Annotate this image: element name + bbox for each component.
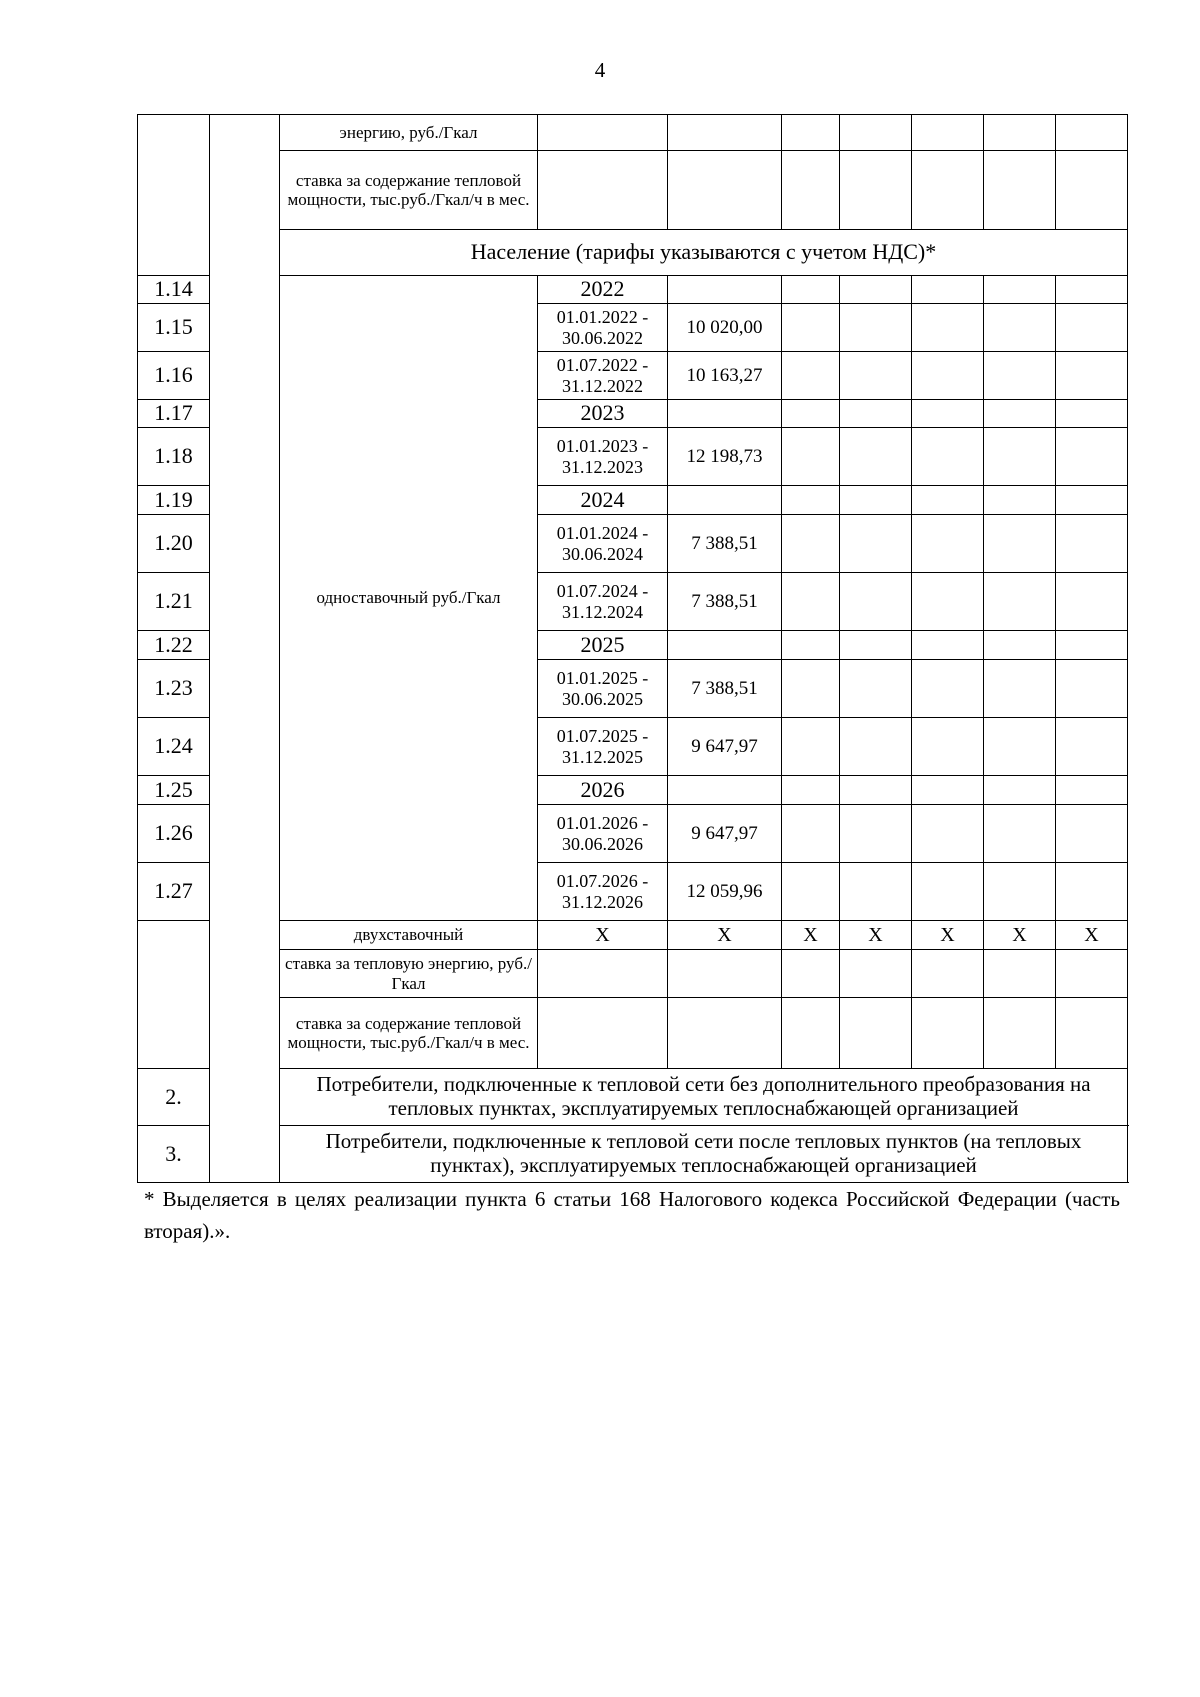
period-cell: 01.01.2023 - 31.12.2023 — [538, 428, 668, 486]
year-label: 2025 — [538, 631, 668, 660]
x-mark: Х — [538, 921, 668, 950]
row-label: энергию, руб./Гкал — [280, 115, 538, 151]
consumer-description: Потребители, подключенные к тепловой сети после тепловых пунктов (на тепловых пунктах), эксплуатируемых теплоснабжающей организацией — [280, 1126, 1128, 1183]
empty-cell — [138, 115, 210, 276]
tariff-value: 10 020,00 — [668, 304, 782, 352]
row-number: 1.25 — [138, 776, 210, 805]
tariff-value: 9 647,97 — [668, 718, 782, 776]
capacity-rate-label: ставка за содержание тепловой мощности, тыс.руб./Гкал/ч в мес. — [280, 998, 538, 1069]
period-cell: 01.07.2024 - 31.12.2024 — [538, 573, 668, 631]
row-number: 1.23 — [138, 660, 210, 718]
period-cell: 01.07.2025 - 31.12.2025 — [538, 718, 668, 776]
row-number: 1.19 — [138, 486, 210, 515]
year-label: 2026 — [538, 776, 668, 805]
x-mark: Х — [782, 921, 840, 950]
row-number: 1.21 — [138, 573, 210, 631]
row-number: 1.27 — [138, 863, 210, 921]
group-cell — [210, 115, 280, 1183]
two-rate-label: двухставочный — [280, 921, 538, 950]
x-mark: Х — [984, 921, 1056, 950]
year-label: 2024 — [538, 486, 668, 515]
tariff-value: 10 163,27 — [668, 352, 782, 400]
tariff-value: 7 388,51 — [668, 515, 782, 573]
period-cell: 01.01.2025 - 30.06.2025 — [538, 660, 668, 718]
energy-rate-label: ставка за тепловую энергию, руб./Гкал — [280, 950, 538, 998]
page-number: 4 — [594, 58, 606, 82]
period-cell: 01.01.2024 - 30.06.2024 — [538, 515, 668, 573]
row-number: 1.14 — [138, 276, 210, 304]
empty-cell — [138, 921, 210, 1069]
x-mark: Х — [912, 921, 984, 950]
tariff-value: 7 388,51 — [668, 573, 782, 631]
row-number: 1.24 — [138, 718, 210, 776]
row-number: 1.26 — [138, 805, 210, 863]
period-cell: 01.07.2026 - 31.12.2026 — [538, 863, 668, 921]
row-number: 1.16 — [138, 352, 210, 400]
row-number: 1.20 — [138, 515, 210, 573]
consumer-description: Потребители, подключенные к тепловой сети без дополнительного преобразования на тепловых пунктах, эксплуатируемых теплоснабжающей организацией — [280, 1069, 1128, 1126]
single-rate-label: одноставочный руб./Гкал — [280, 276, 538, 921]
tariff-value: 12 198,73 — [668, 428, 782, 486]
year-label: 2023 — [538, 400, 668, 428]
row-label: ставка за содержание тепловой мощности, тыс.руб./Гкал/ч в мес. — [280, 151, 538, 230]
tariff-value: 9 647,97 — [668, 805, 782, 863]
consumer-number: 2. — [138, 1069, 210, 1126]
section-header: Население (тарифы указываются с учетом НДС)* — [280, 230, 1128, 276]
row-number: 1.22 — [138, 631, 210, 660]
row-number: 1.17 — [138, 400, 210, 428]
x-mark: Х — [1056, 921, 1128, 950]
x-mark: Х — [840, 921, 912, 950]
period-cell: 01.01.2026 - 30.06.2026 — [538, 805, 668, 863]
year-label: 2022 — [538, 276, 668, 304]
footnote: * Выделяется в целях реализации пункта 6 статьи 168 Налогового кодекса Российской Федерации (часть вторая).». — [144, 1187, 1120, 1243]
row-number: 1.18 — [138, 428, 210, 486]
tariff-table — [137, 114, 1128, 1183]
consumer-number: 3. — [138, 1126, 210, 1183]
tariff-value: 7 388,51 — [668, 660, 782, 718]
period-cell: 01.01.2022 - 30.06.2022 — [538, 304, 668, 352]
period-cell: 01.07.2022 - 31.12.2022 — [538, 352, 668, 400]
row-number: 1.15 — [138, 304, 210, 352]
tariff-value: 12 059,96 — [668, 863, 782, 921]
x-mark: Х — [668, 921, 782, 950]
